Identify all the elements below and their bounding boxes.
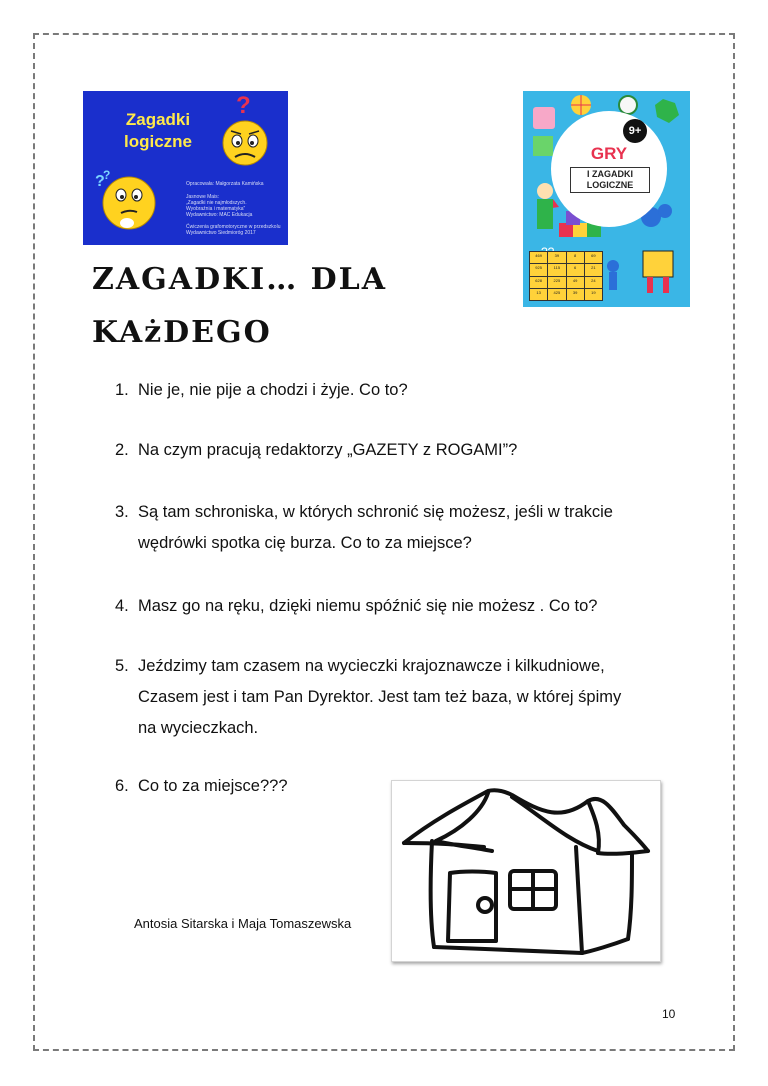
cover-left-title-line2: logiczne [123,132,192,151]
riddle-text [138,591,685,622]
grid-cell: 69 [585,252,602,263]
grid-cell: 49 [567,277,584,288]
riddle-text [138,435,685,466]
riddle-line: Nie je, nie pije a chodzi i żyje. Co to? [138,381,408,399]
riddle-number: 4. [115,597,129,615]
grid-cell: 469 [530,252,547,263]
cover-right-subtitle [570,167,650,193]
riddle-line: Na czym pracują redaktorzy „GAZETY z ROGAMI”? [138,441,518,459]
riddle-text [138,375,685,406]
riddle-number: 2. [115,441,129,459]
riddle-text [138,497,685,559]
authors: Antosia Sitarska i Maja Tomaszewska [134,916,352,931]
cover-left-fine-print-1: Opracowała: Małgorzata Kamińska [186,181,264,187]
book-cover-gry-i-zagadki [523,91,690,307]
cover-right-subtitle-line1: I ZAGADKI [587,169,633,179]
number-grid [529,251,603,301]
grid-cell: 8 [567,252,584,263]
riddle-line: Jeździmy tam czasem na wycieczki krajoznawcze i kilkudniowe, [138,657,605,675]
svg-text:?: ? [103,168,111,182]
cover-left-fine-print-2: Jasnowe Mais: [186,194,220,200]
riddle-number: 3. [115,503,129,521]
riddle-number: 1. [115,381,129,399]
cover-left-fine-print-4: Wyobraźnia i matematyka” [186,206,246,212]
grid-cell: 425 [548,289,565,300]
page-title-line1: ZAGADKI… DLA [92,262,388,297]
grid-cell: 21 [585,264,602,275]
riddle-line: Czasem jest i tam Pan Dyrektor. Jest tam też baza, w której śpimy [138,688,622,706]
grid-cell: 628 [530,277,547,288]
page-number: 10 [662,1007,676,1021]
grid-cell: 24 [585,277,602,288]
age-badge: 9+ [623,119,647,143]
riddle-line: Są tam schroniska, w których schronić się możesz, jeśli w trakcie [138,503,613,521]
riddle-item-1 [115,375,685,406]
grid-cell: 225 [548,277,565,288]
svg-text:?: ? [95,173,105,190]
grid-cell: 19 [585,289,602,300]
cover-left-fine-print-3: „Zagadki nie najmłodszych. [186,200,247,206]
grid-cell: 115 [548,264,565,275]
grid-cell: 39 [567,289,584,300]
grid-cell: 39 [548,252,565,263]
riddle-item-2 [115,435,685,466]
cover-left-fine-print-5: Wydawnictwo: MAC Edukacja [186,212,253,218]
riddle-line: Co to za miejsce??? [138,777,288,795]
page-title-line2: KAżDEGO [92,315,272,350]
cover-right-subtitle-line2: LOGICZNE [586,180,634,190]
riddle-line: wędrówki spotka cię burza. Co to za miejsce? [138,534,472,552]
riddle-line: na wycieczkach. [138,719,259,737]
house-icon [392,781,660,961]
riddle-number: 6. [115,777,129,795]
riddle-item-3 [115,497,685,559]
grid-cell: 925 [530,264,547,275]
riddle-item-5 [115,651,685,744]
cover-right-title: GRY [590,144,628,163]
grid-cell: 6 [567,264,584,275]
riddle-item-4 [115,591,685,622]
cover-left-title-line1: Zagadki [125,110,191,129]
riddle-text [138,651,685,744]
riddle-number: 5. [115,657,129,675]
cover-left-fine-print-6: Ćwiczenia grafomotoryczne w przedszkolu [186,224,281,230]
house-illustration [391,780,661,962]
cover-left-fine-print-7: Wydawnictwo Siedmioróg 2017 [186,230,256,236]
grid-cell: 13 [530,289,547,300]
book-cover-zagadki-logiczne [83,91,288,245]
riddle-line: Masz go na ręku, dzięki niemu spóźnić się nie możesz . Co to? [138,597,598,615]
thinking-face-icon [83,91,288,245]
svg-text:?: ? [236,92,251,119]
